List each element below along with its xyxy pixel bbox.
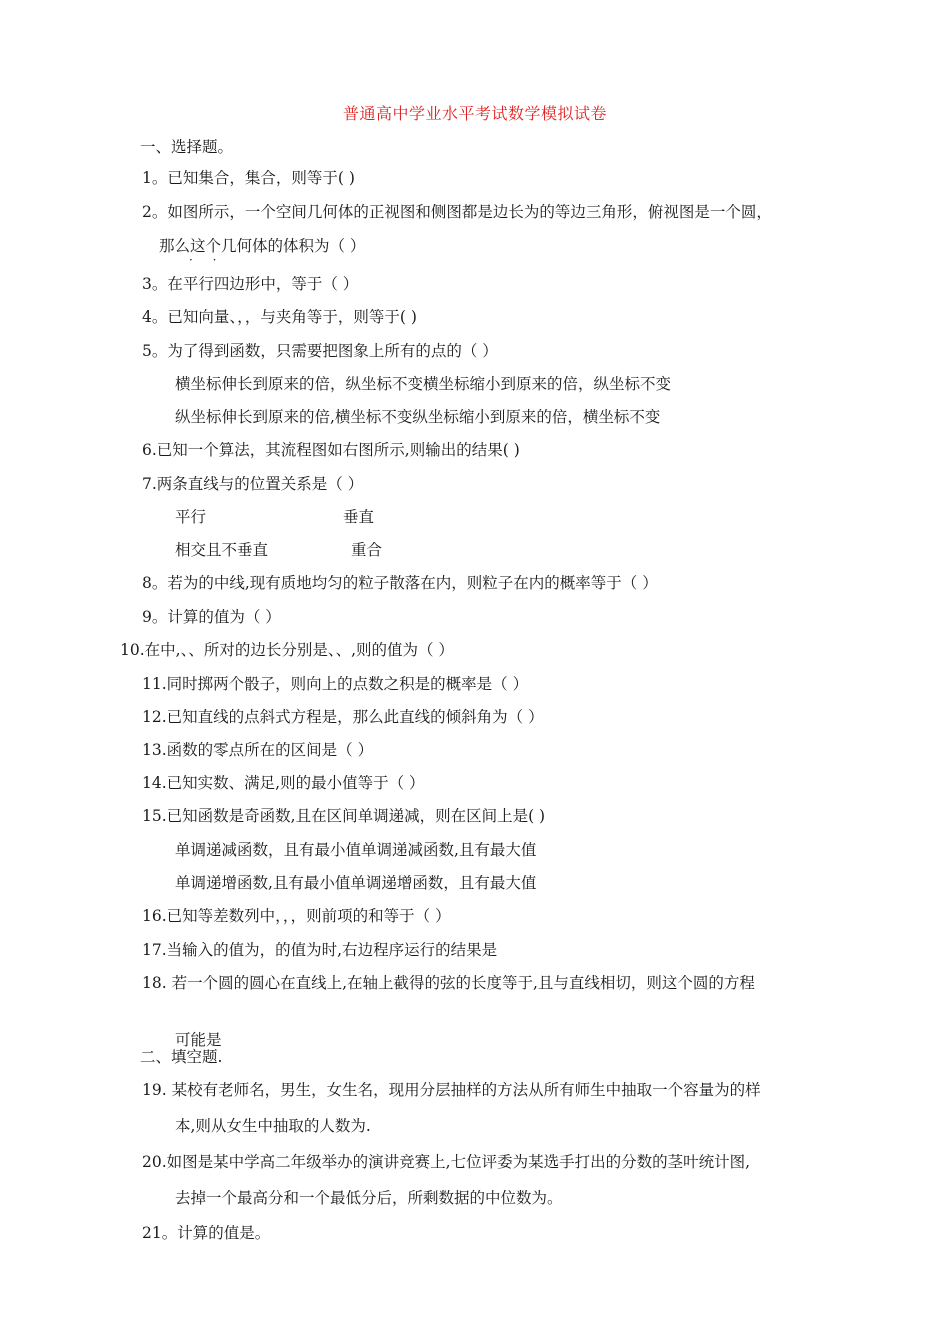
question-7-option-d: 重合 xyxy=(351,541,383,559)
question-17: 17.当输入的值为，的值为时,右边程序运行的结果是 xyxy=(142,941,498,959)
question-11: 11.同时掷两个骰子，则向上的点数之积是的概率是（ ） xyxy=(142,675,529,693)
question-15: 15.已知函数是奇函数,且在区间单调递减，则在区间上是( ) xyxy=(142,807,546,825)
question-2-line1: 2。如图所示，一个空间几何体的正视图和侧图都是边长为的等边三角形，俯视图是一个圆， xyxy=(142,203,772,221)
question-9: 9。计算的值为（ ） xyxy=(142,608,281,626)
section-heading-fill: 二、填空题. xyxy=(140,1048,223,1066)
question-7-option-a: 平行 xyxy=(175,508,207,526)
question-18-line2: 可能是 · xyxy=(175,1029,950,1051)
question-7-option-c: 相交且不垂直 xyxy=(175,541,269,559)
question-15-options-2: 单调递增函数,且有最小值单调递增函数，且有最大值 xyxy=(175,874,537,892)
question-5-options-2: 纵坐标伸长到原来的倍,横坐标不变纵坐标缩小到原来的倍，横坐标不变 xyxy=(175,408,661,426)
question-20-line2: 去掉一个最高分和一个最低分后，所剩数据的中位数为。 xyxy=(175,1189,563,1207)
question-14: 14.已知实数、满足,则的最小值等于（ ） xyxy=(142,774,425,792)
question-2-line2: 那么这个几何体的体积为（ ） · · xyxy=(159,235,950,257)
question-10: 10.在中,、、所对的边长分别是、、,则的值为（ ） xyxy=(120,641,454,659)
question-21: 21。计算的值是。 xyxy=(142,1224,271,1242)
page-title: 普通高中学业水平考试数学模拟试卷 xyxy=(342,104,607,123)
question-19-line1: 19. 某校有老师名，男生，女生名，现用分层抽样的方法从所有师生中抽取一个容量为的样 xyxy=(142,1081,761,1099)
question-8: 8。若为的中线,现有质地均匀的粒子散落在内，则粒子在内的概率等于（ ） xyxy=(142,574,658,592)
question-3: 3。在平行四边形中，等于（ ） xyxy=(142,275,359,293)
question-20-line1: 20.如图是某中学高二年级举办的演讲竞赛上,七位评委为某选手打出的分数的茎叶统计图, xyxy=(142,1153,751,1171)
section-heading-choice: 一、选择题。 xyxy=(140,138,234,156)
question-15-options-1: 单调递减函数，且有最小值单调递减函数,且有最大值 xyxy=(175,841,537,859)
question-7-option-b: 垂直 xyxy=(343,508,375,526)
question-6: 6.已知一个算法，其流程图如右图所示,则输出的结果( ) xyxy=(142,441,520,459)
question-12: 12.已知直线的点斜式方程是，那么此直线的倾斜角为（ ） xyxy=(142,708,544,726)
question-1: 1。已知集合，集合，则等于( ) xyxy=(142,169,355,187)
question-4: 4。已知向量、，，与夹角等于，则等于( ) xyxy=(142,308,417,326)
question-5-options-1: 横坐标伸长到原来的倍，纵坐标不变横坐标缩小到原来的倍，纵坐标不变 xyxy=(175,375,672,393)
question-19-line2: 本,则从女生中抽取的人数为. xyxy=(175,1117,371,1135)
question-13: 13.函数的零点所在的区间是（ ） xyxy=(142,741,374,759)
question-16: 16.已知等差数列中，，，则前项的和等于（ ） xyxy=(142,907,451,925)
question-5: 5。为了得到函数，只需要把图象上所有的点的（ ） xyxy=(142,342,498,360)
question-18-line1: 18. 若一个圆的圆心在直线上,在轴上截得的弦的长度等于,且与直线相切，则这个圆的方程 xyxy=(142,974,755,992)
question-7: 7.两条直线与的位置关系是（ ） xyxy=(142,475,364,493)
